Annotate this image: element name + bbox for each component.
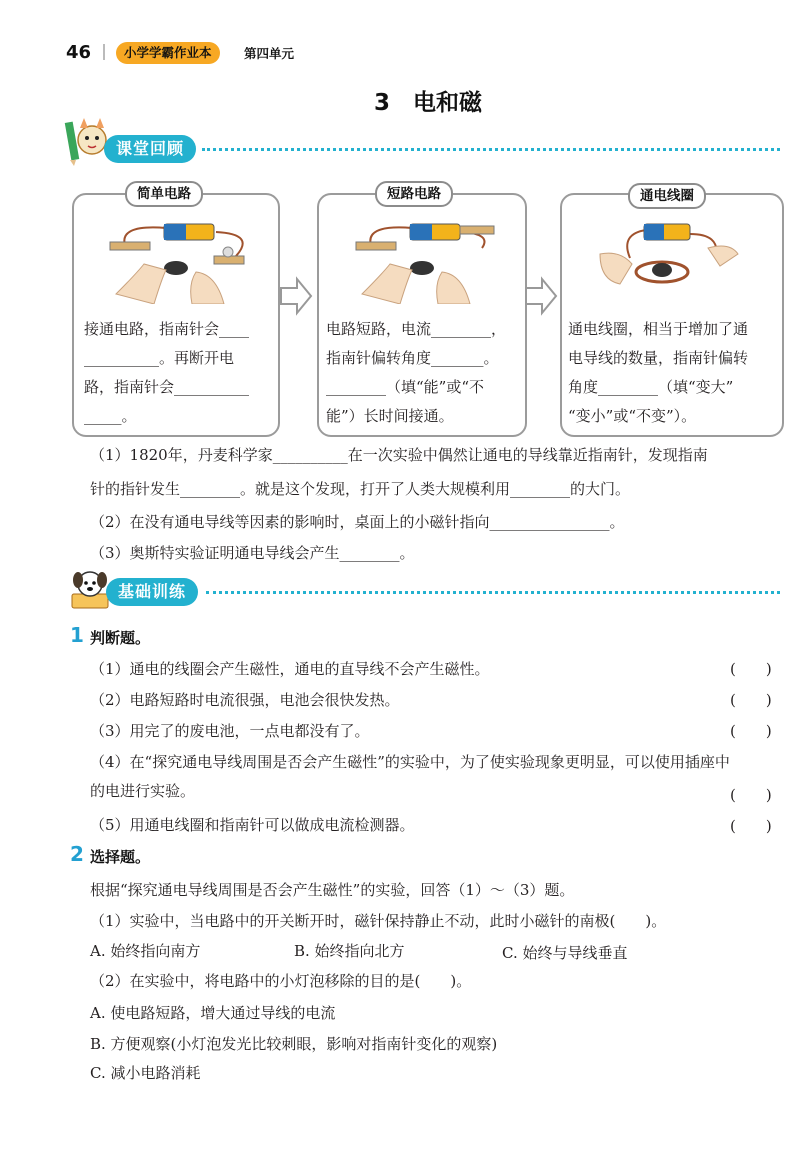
choice-option[interactable]: B. 方便观察(小灯泡发光比较刺眼，影响对指南针变化的观察): [90, 1035, 498, 1053]
lesson-title: 3 电和磁: [373, 90, 482, 116]
card-line: ________（填“能”或“不: [326, 378, 485, 396]
training-dotted-rule: [206, 591, 780, 594]
choice-option[interactable]: C. 始终与导线垂直: [502, 944, 628, 962]
card-text-short: [326, 315, 521, 431]
answer-parentheses[interactable]: ( ): [730, 722, 772, 740]
card-line: __________。再断开电: [84, 349, 235, 367]
card-line: 电导线的数量，指南针偏转: [568, 349, 749, 367]
page-number: 46: [66, 42, 92, 63]
judge-item: （2）电路短路时电流很强，电池会很快发热。: [90, 691, 400, 709]
card-line: 路，指南针会__________: [84, 378, 250, 396]
card-caption-short: 短路电路: [375, 181, 453, 207]
review-banner: 课堂回顾: [104, 135, 196, 163]
card-line: 指南针偏转角度_______。: [326, 349, 499, 367]
judge-item: （1）通电的线圈会产生磁性，通电的直导线不会产生磁性。: [90, 660, 490, 678]
judge-item-continued: 的电进行实验。: [90, 782, 196, 800]
card-line: 角度________（填“变大”: [568, 378, 734, 396]
choice-option[interactable]: A. 使电路短路，增大通过导线的电流: [90, 1004, 336, 1022]
question-number: 2: [70, 842, 84, 866]
card-line: 能”）长时间接通。: [326, 407, 454, 425]
judge-item: （3）用完了的废电池，一点电都没有了。: [90, 722, 370, 740]
judge-item: （5）用通电线圈和指南针可以做成电流检测器。: [90, 816, 415, 834]
card-line: 通电线圈，相当于增加了通: [568, 320, 749, 338]
header-divider: [103, 44, 105, 60]
answer-parentheses[interactable]: ( ): [730, 817, 772, 835]
question-title: 选择题。: [90, 848, 151, 866]
choice-intro: 根据“探究通电导线周围是否会产生磁性”的实验，回答（1）～（3）题。: [90, 881, 575, 899]
arrow-right-icon: [279, 276, 313, 316]
card-caption-simple: 简单电路: [125, 181, 203, 207]
judge-item: （4）在“探究通电导线周围是否会产生磁性”的实验中，为了使实验现象更明显，可以使用插座中: [90, 753, 730, 771]
short-circuit-illustration: [342, 214, 507, 304]
choice-option[interactable]: B. 始终指向北方: [294, 942, 405, 960]
card-text-simple: [84, 315, 274, 431]
choice-option[interactable]: C. 减小电路消耗: [90, 1064, 201, 1082]
card-line: “变小”或“不变”）。: [568, 407, 697, 425]
review-question-line: （3）奥斯特实验证明通电导线会产生________。: [90, 544, 415, 562]
review-question-line: 针的指针发生________。就是这个发现，打开了人类大规模利用________的大门。: [90, 480, 631, 498]
question-title: 判断题。: [90, 629, 151, 647]
training-banner: 基础训练: [106, 578, 198, 606]
simple-circuit-illustration: [96, 214, 261, 304]
question-number: 1: [70, 623, 84, 647]
review-question-line: （1）1820年，丹麦科学家__________在一次实验中偶然让通电的导线靠近指南针，发现指南: [90, 446, 708, 464]
choice-question: （1）实验中，当电路中的开关断开时，磁针保持静止不动，此时小磁针的南极( )。: [90, 912, 667, 930]
unit-label: 第四单元: [244, 46, 295, 61]
card-line: _____。: [84, 407, 137, 425]
card-line: 电路短路，电流________，: [326, 320, 507, 338]
card-caption-coil: 通电线圈: [628, 183, 706, 209]
answer-parentheses[interactable]: ( ): [730, 660, 772, 678]
coil-illustration: [590, 214, 755, 304]
review-question-line: （2）在没有通电导线等因素的影响时，桌面上的小磁针指向________________。: [90, 513, 625, 531]
answer-parentheses[interactable]: ( ): [730, 786, 772, 804]
arrow-right-icon: [524, 276, 558, 316]
choice-question: （2）在实验中，将电路中的小灯泡移除的目的是( )。: [90, 972, 472, 990]
review-dotted-rule: [202, 148, 780, 151]
choice-option[interactable]: A. 始终指向南方: [90, 942, 201, 960]
answer-parentheses[interactable]: ( ): [730, 691, 772, 709]
card-line: 接通电路，指南针会____: [84, 320, 250, 338]
card-text-coil: [568, 315, 778, 431]
book-name-badge: 小学学霸作业本: [116, 42, 220, 64]
